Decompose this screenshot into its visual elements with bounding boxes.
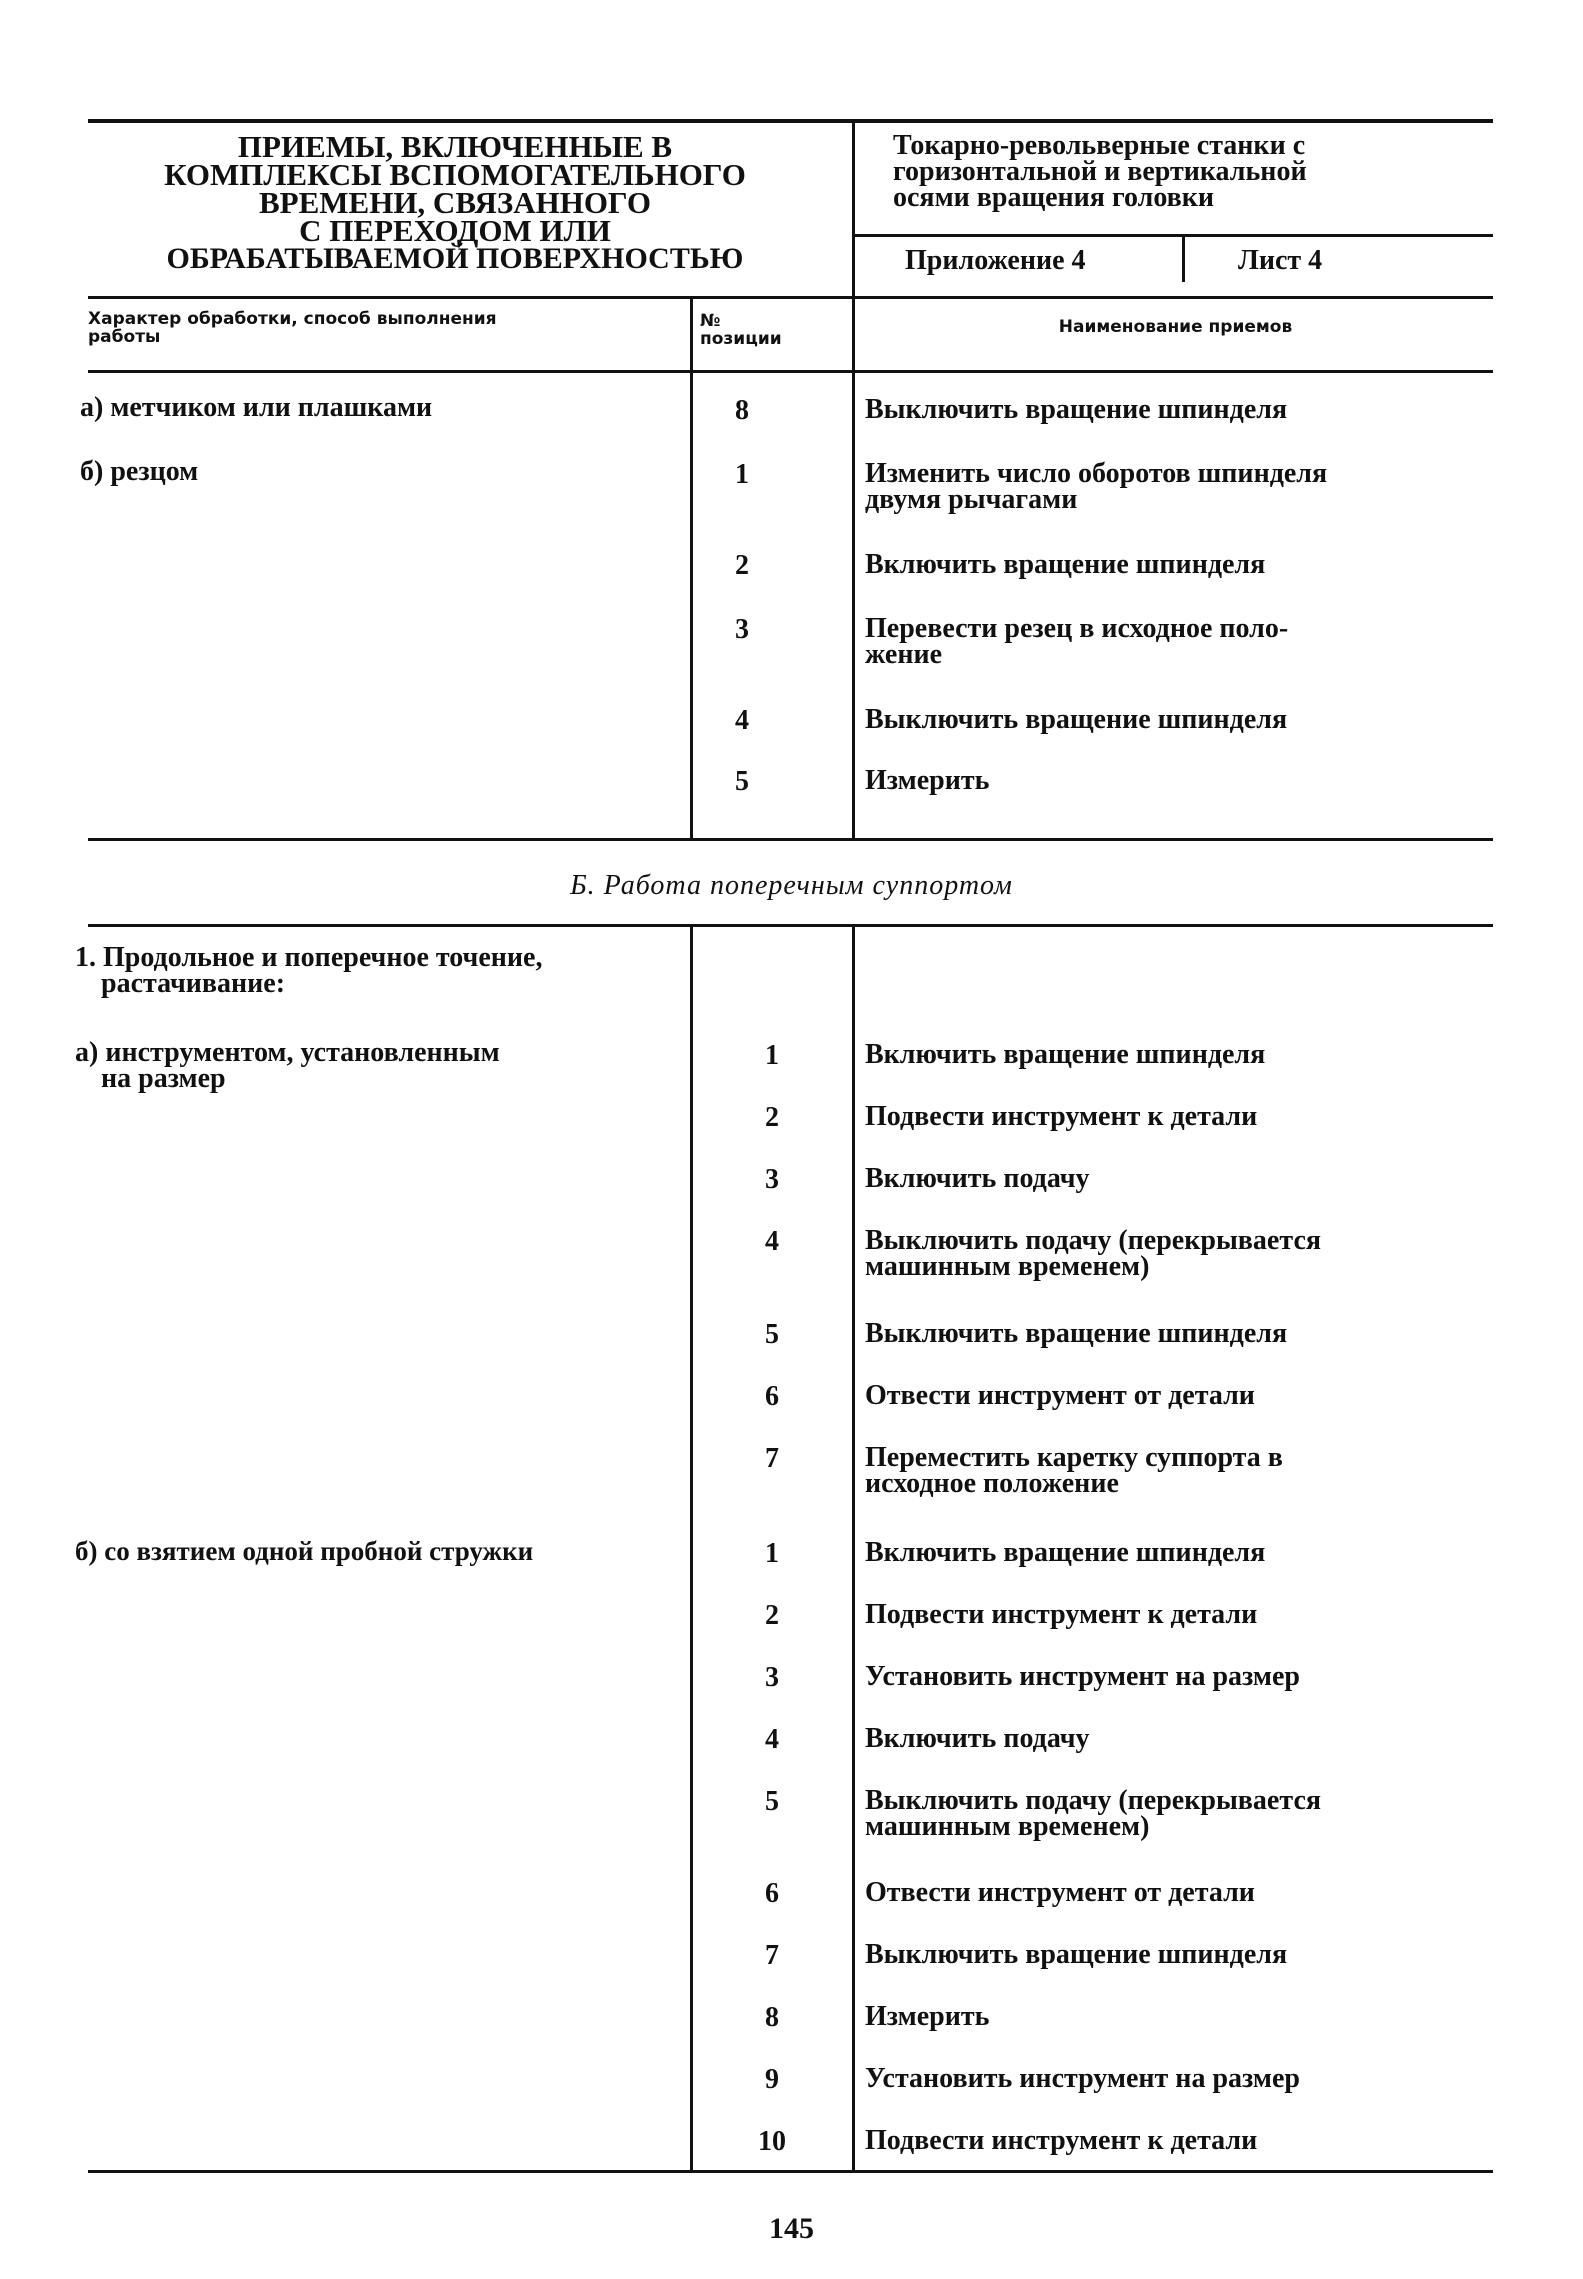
- header-left-line: ПРИЕМЫ, ВКЛЮЧЕННЫЕ В: [237, 129, 673, 164]
- position-number: 6: [765, 1381, 779, 1412]
- operation-line: Выключить вращение шпинделя: [865, 704, 1288, 735]
- table-bottom-rule: [88, 2170, 1493, 2173]
- position-number: 8: [735, 395, 749, 426]
- operation-line: Измерить: [865, 765, 990, 796]
- sub-a-line: на размер: [101, 1063, 226, 1094]
- item-1-line: растачивание:: [101, 968, 286, 999]
- position-number: 8: [765, 2002, 779, 2033]
- header-right-line: Токарно-револьверные станки с: [893, 130, 1306, 161]
- operation-line: Измерить: [865, 2001, 990, 2032]
- header-vertical-rule: [852, 123, 855, 296]
- position-number: 7: [765, 1940, 779, 1971]
- operation-line: Выключить вращение шпинделя: [865, 394, 1288, 425]
- col-heading-position: [700, 312, 850, 348]
- operation-line: Переместить каретку суппорта в: [865, 1442, 1283, 1473]
- method-label: а) метчиком или плашками: [80, 392, 433, 423]
- operation-line: Выключить вращение шпинделя: [865, 1318, 1288, 1349]
- header-left-line: ОБРАБАТЫВАЕМОЙ ПОВЕРХНОСТЬЮ: [166, 242, 744, 275]
- header-left-line: ВРЕМЕНИ, СВЯЗАННОГО: [258, 185, 651, 220]
- col-heading-processing: [88, 310, 688, 346]
- position-number: 3: [735, 614, 749, 645]
- section-b-bottom-rule: [88, 924, 1493, 927]
- position-number: 4: [765, 1724, 779, 1755]
- operation-text: [865, 765, 1485, 796]
- col-heading-line: работы: [88, 327, 161, 347]
- operation-line: Подвести инструмент к детали: [865, 1599, 1258, 1630]
- top-rule: [88, 119, 1493, 123]
- position-number: 3: [765, 1662, 779, 1693]
- operation-text: [865, 1442, 1485, 1499]
- operation-text: [865, 613, 1485, 670]
- operation-text: [865, 1380, 1485, 1411]
- operation-text: [865, 1877, 1485, 1908]
- operation-text: [865, 394, 1485, 425]
- position-number: 6: [765, 1878, 779, 1909]
- sheet-label: Лист 4: [1238, 245, 1323, 276]
- page-number: 145: [769, 2212, 814, 2245]
- position-number: 5: [765, 1319, 779, 1350]
- operation-line: исходное положение: [865, 1468, 1119, 1499]
- operation-text: [865, 1785, 1485, 1842]
- item-1-line: 1. Продольное и поперечное точение,: [75, 942, 543, 973]
- sub-b-label: б) со взятием одной пробной стружки: [75, 1536, 534, 1566]
- col-divider-2-b: [852, 927, 855, 2170]
- operation-line: Подвести инструмент к детали: [865, 2125, 1258, 2156]
- operation-text: [865, 2125, 1485, 2156]
- position-number: 3: [765, 1164, 779, 1195]
- operation-text: [865, 1599, 1485, 1630]
- operation-line: Включить подачу: [865, 1723, 1090, 1754]
- operation-text: [865, 1039, 1485, 1070]
- item-1-label: [75, 942, 690, 999]
- section-b-title: Б. Работа поперечным суппортом: [570, 870, 1013, 901]
- position-number: 4: [765, 1226, 779, 1257]
- position-number: 2: [765, 1600, 779, 1631]
- header-right-line: горизонтальной и вертикальной: [893, 156, 1307, 187]
- operation-text: [865, 1537, 1485, 1568]
- operation-line: машинным временем): [865, 1811, 1150, 1842]
- operation-line: Установить инструмент на размер: [865, 1661, 1300, 1692]
- header-right-title: [893, 130, 1493, 213]
- col-heading-operations: Наименование приемов: [1058, 317, 1293, 337]
- operation-text: [865, 549, 1485, 580]
- operation-line: Включить вращение шпинделя: [865, 1039, 1266, 1070]
- operation-line: Включить подачу: [865, 1163, 1090, 1194]
- operation-line: Отвести инструмент от детали: [865, 1380, 1255, 1411]
- position-number: 9: [765, 2064, 779, 2095]
- header-left-line: С ПЕРЕХОДОМ ИЛИ: [299, 213, 611, 248]
- appendix-sheet-divider: [1182, 237, 1185, 282]
- operation-text: [865, 1163, 1485, 1194]
- operation-line: Включить вращение шпинделя: [865, 1537, 1266, 1568]
- position-number: 1: [765, 1538, 779, 1569]
- operation-text: [865, 1723, 1485, 1754]
- method-label: б) резцом: [80, 456, 199, 487]
- operation-line: Перевести резец в исходное поло-: [865, 613, 1289, 644]
- col-heading-line: Характер обработки, способ выполнения: [88, 309, 497, 329]
- operation-line: Отвести инструмент от детали: [865, 1877, 1255, 1908]
- operation-line: Установить инструмент на размер: [865, 2063, 1300, 2094]
- operation-line: Изменить число оборотов шпинделя: [865, 458, 1328, 489]
- operation-text: [865, 1318, 1485, 1349]
- header-right-divider: [855, 234, 1493, 237]
- operation-line: Подвести инструмент к детали: [865, 1101, 1258, 1132]
- sub-a-line: а) инструментом, установленным: [75, 1037, 500, 1068]
- operation-line: Включить вращение шпинделя: [865, 549, 1266, 580]
- position-number: 5: [765, 1786, 779, 1817]
- operation-text: [865, 1939, 1485, 1970]
- header-right-line: осями вращения головки: [893, 182, 1215, 213]
- position-number: 5: [735, 766, 749, 797]
- operation-text: [865, 1225, 1485, 1282]
- operation-text: [865, 2063, 1485, 2094]
- position-number: 10: [758, 2126, 786, 2157]
- operation-line: двумя рычагами: [865, 484, 1078, 515]
- col-divider-2-a: [852, 299, 855, 838]
- col-divider-1-b: [690, 927, 693, 2170]
- position-number: 1: [735, 459, 749, 490]
- operation-line: машинным временем): [865, 1251, 1150, 1282]
- position-number: 7: [765, 1443, 779, 1474]
- operation-line: Выключить подачу (перекрывается: [865, 1225, 1322, 1256]
- colhead-bottom-rule: [88, 370, 1493, 373]
- position-number: 4: [735, 705, 749, 736]
- operation-text: [865, 458, 1485, 515]
- operation-line: Выключить вращение шпинделя: [865, 1939, 1288, 1970]
- position-number: 2: [735, 550, 749, 581]
- operation-text: [865, 704, 1485, 735]
- block-a-bottom-rule: [88, 838, 1493, 841]
- col-heading-line: №: [700, 311, 721, 331]
- col-divider-1-a: [690, 299, 693, 838]
- sub-a-label: [75, 1037, 675, 1094]
- header-left-title: [95, 129, 815, 275]
- position-number: 2: [765, 1102, 779, 1133]
- operation-text: [865, 1101, 1485, 1132]
- header-bottom-rule: [88, 296, 1493, 299]
- header-left-line: КОМПЛЕКСЫ ВСПОМОГАТЕЛЬНОГО: [164, 157, 746, 192]
- position-number: 1: [765, 1040, 779, 1071]
- operation-text: [865, 2001, 1485, 2032]
- appendix-label: Приложение 4: [905, 245, 1086, 276]
- operation-text: [865, 1661, 1485, 1692]
- col-heading-line: позиции: [700, 329, 782, 349]
- operation-line: Выключить подачу (перекрывается: [865, 1785, 1322, 1816]
- operation-line: жение: [865, 639, 943, 670]
